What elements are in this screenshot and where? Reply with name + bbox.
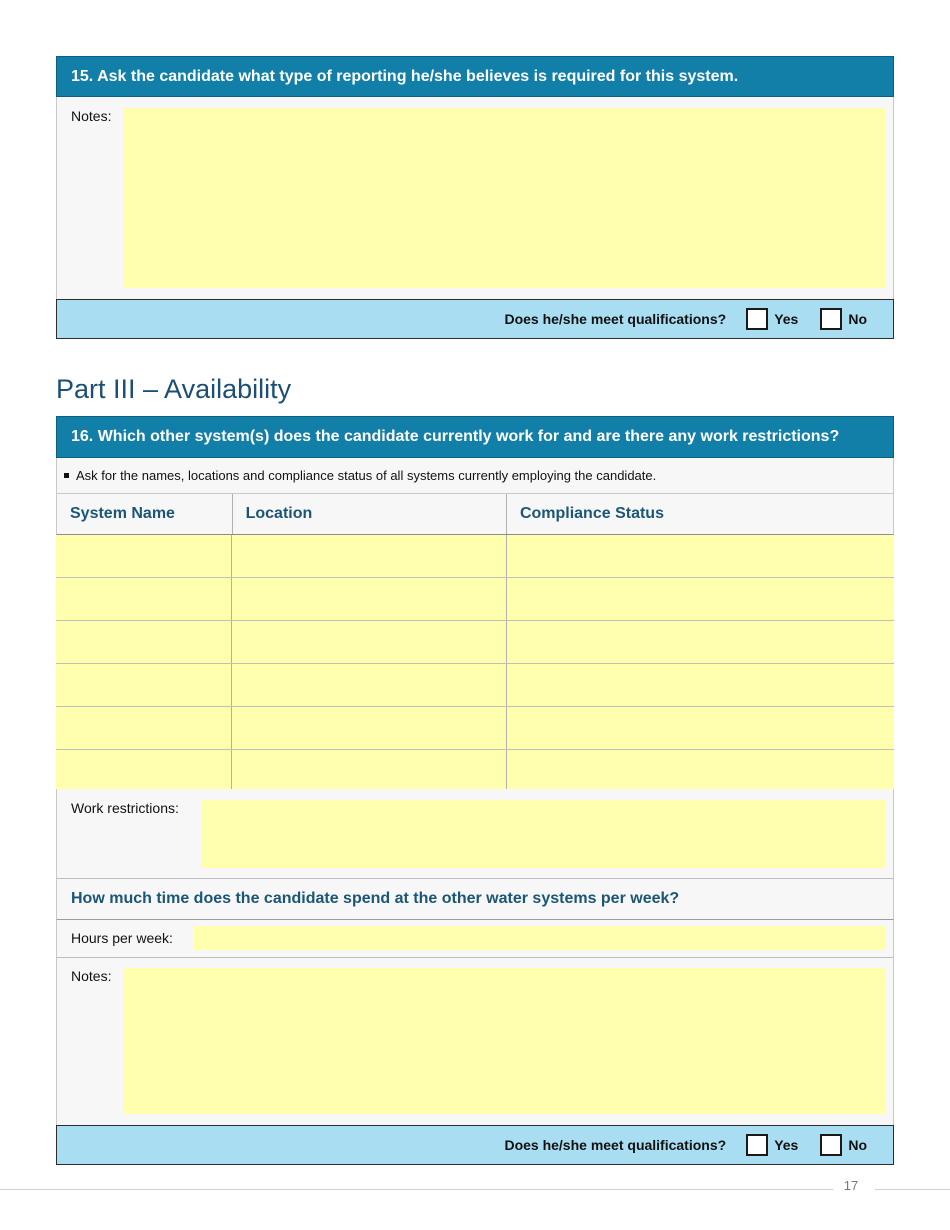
location-cell[interactable] [232,535,507,577]
location-cell[interactable] [232,578,507,620]
no-option-1[interactable] [820,308,867,330]
table-header-row [56,493,894,535]
table-row [56,578,894,621]
work-restrictions-panel [56,789,894,879]
work-restrictions-label: Work restrictions: [71,800,179,816]
yes-checkbox-2[interactable] [746,1134,768,1156]
compliance-status-cell[interactable] [507,664,894,706]
compliance-status-cell[interactable] [507,750,894,792]
compliance-status-cell[interactable] [507,621,894,663]
qualification-bar-2 [56,1125,894,1165]
q16-notes-panel [56,958,894,1125]
table-row [56,707,894,750]
footer-rule-left [0,1189,833,1190]
table-row [56,621,894,664]
part-title: Part III – Availability [56,374,292,404]
system-name-cell[interactable] [56,664,232,706]
yes-option-2[interactable] [746,1134,798,1156]
page-number: 17 [843,1178,859,1193]
table-row [56,535,894,578]
hours-label: Hours per week: [71,930,173,946]
footer-rule-right [875,1189,950,1190]
no-checkbox-1[interactable] [820,308,842,330]
no-option-2[interactable] [820,1134,867,1156]
table-row [56,664,894,707]
q15-header [56,56,894,97]
q15-header-text: 15. Ask the candidate what type of reporting he/she believes is required for this system. [71,67,739,85]
column-header-system-name: System Name [57,494,233,534]
qualification-question-2: Does he/she meet qualifications? [504,1137,727,1153]
yes-checkbox-1[interactable] [746,308,768,330]
compliance-status-cell[interactable] [507,535,894,577]
location-cell[interactable] [232,750,507,792]
yes-option-1[interactable] [746,308,798,330]
system-name-cell[interactable] [56,750,232,792]
column-header-location: Location [233,494,507,534]
location-cell[interactable] [232,621,507,663]
bullet-icon [64,473,69,478]
q16-header-text: 16. Which other system(s) does the candidate currently work for and are there any work restrictions? [71,428,840,445]
q15-notes-label: Notes: [71,108,112,124]
system-name-cell[interactable] [56,707,232,749]
location-cell[interactable] [232,664,507,706]
location-cell[interactable] [232,707,507,749]
systems-table [56,493,894,793]
no-label-1: No [848,311,867,327]
q16-header [56,416,894,458]
q15-notes-field[interactable] [123,108,886,288]
yes-label-1: Yes [774,311,799,327]
system-name-cell[interactable] [56,621,232,663]
yes-label-2: Yes [774,1137,799,1153]
system-name-cell[interactable] [56,578,232,620]
qualification-question-1: Does he/she meet qualifications? [504,311,727,327]
no-label-2: No [848,1137,867,1153]
time-question [56,879,894,920]
q16-instruction-text: Ask for the names, locations and compliance status of all systems currently employing the candidate. [76,468,657,483]
qualification-bar-1 [56,299,894,339]
q15-notes-panel [56,97,894,299]
q16-notes-label: Notes: [71,968,112,984]
compliance-status-cell[interactable] [507,578,894,620]
table-row [56,750,894,793]
hours-per-week-field[interactable] [193,926,886,950]
q16-instruction [56,458,894,493]
work-restrictions-field[interactable] [201,800,886,868]
hours-panel [56,920,894,958]
no-checkbox-2[interactable] [820,1134,842,1156]
column-header-compliance-status: Compliance Status [519,505,664,522]
q16-notes-field[interactable] [123,968,886,1114]
time-question-text: How much time does the candidate spend at the other water systems per week? [71,890,680,907]
system-name-cell[interactable] [56,535,232,577]
compliance-status-cell[interactable] [507,707,894,749]
